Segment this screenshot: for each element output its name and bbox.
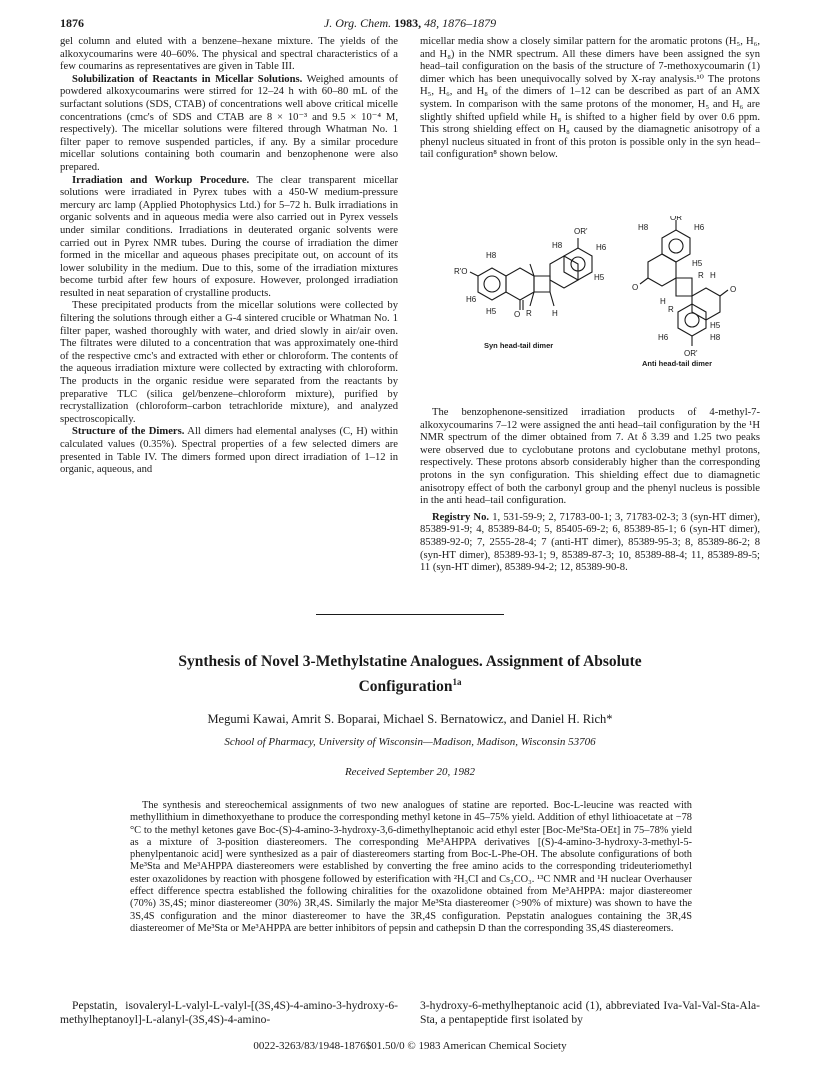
benzene-ring	[662, 230, 690, 262]
h6-label: H6	[658, 333, 669, 342]
or-label: OR'	[670, 216, 684, 222]
body-right-column	[420, 999, 760, 1027]
paragraph: gel column and eluted with a benzene–hexane mixture. The yields of the alkoxycoumarins were 40–60%. The physical and spectral characteristics of a few coumarins as representatives are given in Table III.	[60, 36, 398, 73]
benzene-ring	[478, 268, 506, 300]
pyranone-ring	[506, 268, 534, 300]
registry-paragraph	[420, 512, 760, 575]
r-label: R	[668, 305, 674, 314]
article-title	[100, 652, 720, 697]
abstract	[130, 800, 692, 935]
paragraph	[60, 175, 398, 301]
registry-text: 1, 531-59-9; 2, 71783-00-1; 3, 71783-02-3; 3 (syn-HT dimer), 85389-91-9; 4, 85389-84-0; 5, 85405-69-2; 6, 85389-85-1; 6 (syn-HT dimer), 85389-92-0; 7, 2555-28-4; 7 (anti-HT dimer), 85389-95-3; 8, 85389-86-2; 8 (syn-HT dimer), 85389-93-1; 9, 85389-87-3; 10, 85389-88-4; 11, 85389-89-5; 11 (syn-HT dimer), 85389-94-2; 12, 85389-90-8.	[420, 511, 760, 574]
syn-dimer-structure	[454, 227, 607, 350]
aromatic-circle	[685, 313, 699, 327]
journal-citation	[60, 16, 760, 31]
paragraph: These precipitated products from the micellar solutions were collected by filtering the solutions through either a G-4 sintered crucible or Whatman No. 1 filter paper, washed thoroughly with water, and dried slowly in air/air oven. The filtrates were diluted to a concentration that was approximately one-third of the respective cmc's and extracted with ether or chloroform. The contents of the aqueous irradiation mixture were collected by extracting with chloroform. The products in the organic residue were separated from the reactants by preparative TLC (silica gel/benzene–chloroform mixture), purified by recrystallization (chloroform–carbon tetrachloride mixture), and analyzed spectroscopically.	[60, 300, 398, 425]
pyranone-ring	[648, 254, 676, 286]
section-heading: Solubilization of Reactants in Micellar Solutions.	[72, 73, 303, 85]
or-label: OR'	[574, 227, 588, 236]
h5-label: H5	[594, 273, 605, 282]
o-label: O	[514, 310, 521, 319]
paragraph-text: Weighed amounts of powdered alkoxycoumarins were stirred for 12–24 h with 60–80 mL of the surfactant solutions (SDS, CTAB) of concentrations well above critical micelle concentrations (cmc's of SDS and CTAB are 8 × 10⁻³ and 9.5 × 10⁻⁴ M, respectively). The micellar solutions were filtered through Whatman No. 1 filter paper to remove suspended particles, if any. By a similar procedure micellar solutions containing both coumarin and benzophenone were also prepared.	[60, 73, 398, 173]
aromatic-circle	[484, 276, 500, 292]
right-column-top	[420, 36, 760, 162]
cyclobutane-ring	[676, 278, 692, 296]
right-column-bottom	[420, 407, 760, 575]
copyright-footer: 0022-3263/83/1948-1876$01.50/0 © 1983 American Chemical Society	[253, 1040, 567, 1052]
journal-volume: 48,	[424, 16, 440, 30]
paragraph	[60, 426, 398, 476]
section-heading: Structure of the Dimers.	[72, 426, 185, 438]
r-label: R	[526, 309, 532, 318]
h8-label: H8	[552, 241, 563, 250]
o-label: O	[632, 283, 639, 292]
cyclobutane-ring	[534, 276, 550, 292]
left-column	[60, 36, 398, 477]
h8-label: H8	[710, 333, 721, 342]
affiliation: School of Pharmacy, University of Wisconsin—Madison, Madison, Wisconsin 53706	[224, 736, 596, 748]
journal-pages: 1876–1879	[442, 16, 497, 30]
paragraph: Pepstatin, isovaleryl-L-valyl-L-valyl-[(3S,4S)-4-amino-3-hydroxy-6-methylheptanoyl]-L-alanyl-(3S,4S)-4-amino-	[60, 999, 398, 1026]
bond	[550, 292, 554, 306]
author-list: Megumi Kawai, Amrit S. Boparai, Michael S. Bernatowicz, and Daniel H. Rich*	[207, 712, 613, 726]
bond	[720, 290, 728, 296]
received-date: Received September 20, 1982	[344, 766, 476, 778]
title-line-2: Configuration	[358, 678, 453, 696]
registry-heading: Registry No.	[432, 511, 490, 523]
h6-label: H6	[596, 243, 607, 252]
abstract-text: The synthesis and stereochemical assignments of two new analogues of statine are reported. Boc-L-leucine was reacted with methyllithium in dimethoxyethane to produce the corresponding methyl ketone in 45–75% yield. Addition of ethyl lithioacetate at −78 °C to the methyl ketones gave Boc-(S)-4-amino-3-hydroxy-3,6-dimethylheptanoic acid ethyl ester [Boc-Me³Sta-OEt] in 75–78% yield as a mixture of 3-position diastereomers. The corresponding Me³AHPPA derivatives [(S)-4-amino-3-hydroxy-3-methyl-5-phenylpentanoic acid] were synthesized as a pair of diastereomers starting from Boc-L-Phe-OH. The absolute configurations of both Me³Sta and Me³AHPPA diastereomers were established by converting the free amino acids to the corresponding trideuteriomethyl ester oxazolidones by reaction with phosgene followed by esterification with ²H₃CI and Cs₂CO₃. ¹³C NMR and ¹H nuclear Overhauser effect difference spectra established the following chiralities for the oxazolidone obtained from Me³AHPPA: major diastereomer (70%) 3S,4S; minor diastereomer (30%) 3R,4S. Similarly the major Me³Sta diastereomer (>90% of mixture) was shown to have the 3S,4S configuration and the minor diastereomer to have the 3R,4S configuration. Pepstatin analogues containing the 3R,4S diastereomer of Me³Sta or Me³AHPPA are better inhibitors of pepsin and cathepsin D than the corresponding 3S,4S diastereomers.	[130, 800, 692, 934]
title-line-1: Synthesis of Novel 3-Methylstatine Analogues. Assignment of Absolute	[178, 653, 642, 670]
paragraph: micellar media show a closely similar pattern for the aromatic protons (H₅, H₆, and H₈) in the NMR spectrum. All these dimers have been assigned the syn head–tail configuration on the basis of the structure of 7-methoxycoumarin (1) dimer which has been unequivocally solved by X-ray analysis.¹⁰ The protons H₅, H₆, and H₈ of the dimers of 1–12 can be described as part of an AMX system. In comparison with the same protons of the monomer, H₅ and H₆ are slightly shifted upfield while H₈ is shifted to a higher field by over 0.6 ppm. This strong shielding effect on H₈ caused by the diamagnetic anisotropy of a phenyl nucleus situated in front of this proton is possible only in the syn head–tail configuration⁸ shown below.	[420, 36, 760, 161]
h5-label: H5	[692, 259, 703, 268]
h-label: H	[710, 271, 716, 280]
h6-label: H6	[694, 223, 705, 232]
bond	[640, 278, 648, 284]
syn-caption: Syn head-tail dimer	[484, 341, 554, 350]
or-label: OR'	[684, 349, 698, 358]
aromatic-circle	[669, 239, 683, 253]
page-number: 1876	[60, 16, 84, 30]
section-heading: Irradiation and Workup Procedure.	[72, 174, 250, 186]
paragraph-text: All dimers had elemental analyses (C, H) within calculated values (0.35%). Spectral properties of a few selected dimers are presented in Table IV. The dimers formed upon direct irradiation of 1–12 in organic, aqueous, and	[60, 426, 399, 476]
paragraph: 3-hydroxy-6-methylheptanoic acid (1), abbreviated Iva-Val-Val-Sta-Ala-Sta, a pentapeptide first isolated by	[420, 999, 760, 1026]
h-label: H	[660, 297, 666, 306]
h5-label: H5	[486, 307, 497, 316]
running-header	[60, 16, 760, 32]
paragraph-text: The clear transparent micellar solutions were irradiated in Pyrex tubes with a 450-W medium-pressure mercury arc lamp (Applied Photophysics Ltd.) for 5–72 h. Bulk irradiations in organic solvents and in aqueous media were also carried out in Pyrex vessels under similar conditions. Irradiations in deuterated organic solvents were carried out in Pyrex NMR tubes. During the course of irradiation the dimer formed in the micellar and aqueous phases precipitate out, on account of its lower solubility in the medium. Due to this, some of the irradiation mixtures become turbid after few hours of exposure. However, prolonged irradiation resulted in neat separation of crystalline products.	[60, 174, 398, 299]
anti-dimer-structure	[632, 216, 736, 368]
body-left-column	[60, 999, 398, 1027]
r-label: R	[698, 271, 704, 280]
bond	[470, 272, 478, 276]
journal-name: J. Org. Chem.	[323, 16, 392, 30]
o-label: O	[730, 285, 737, 294]
paragraph: The benzophenone-sensitized irradiation products of 4-methyl-7-alkoxycoumarins 7–12 were assigned the anti head–tail configuration by the ¹H NMR spectrum of the dimer obtained from 7. At δ 3.39 and 1.25 two peaks were observed due to cyclobutane protons and cyclobutane methyl protons, respectively. These protons absorb considerably higher than the corresponding protons in the syn configuration. This shielding effect due to diamagnetic anisotropy effect of both the carbonyl group and the phenyl nucleus is possible in the anti head–tail configuration.	[420, 407, 760, 507]
paragraph	[60, 74, 398, 175]
anti-caption: Anti head-tail dimer	[642, 359, 713, 368]
h8-label: H8	[486, 251, 497, 260]
h5-label: H5	[710, 321, 721, 330]
journal-year: 1983,	[394, 16, 422, 30]
title-footnote-marker: 1a	[452, 677, 462, 687]
ro-label: R'O	[454, 267, 468, 276]
section-divider	[316, 614, 504, 615]
h8-label: H8	[638, 223, 649, 232]
h6-label: H6	[466, 295, 477, 304]
dimer-structures-figure	[426, 216, 762, 374]
h-label: H	[552, 309, 558, 318]
structure-drawing	[426, 216, 762, 374]
